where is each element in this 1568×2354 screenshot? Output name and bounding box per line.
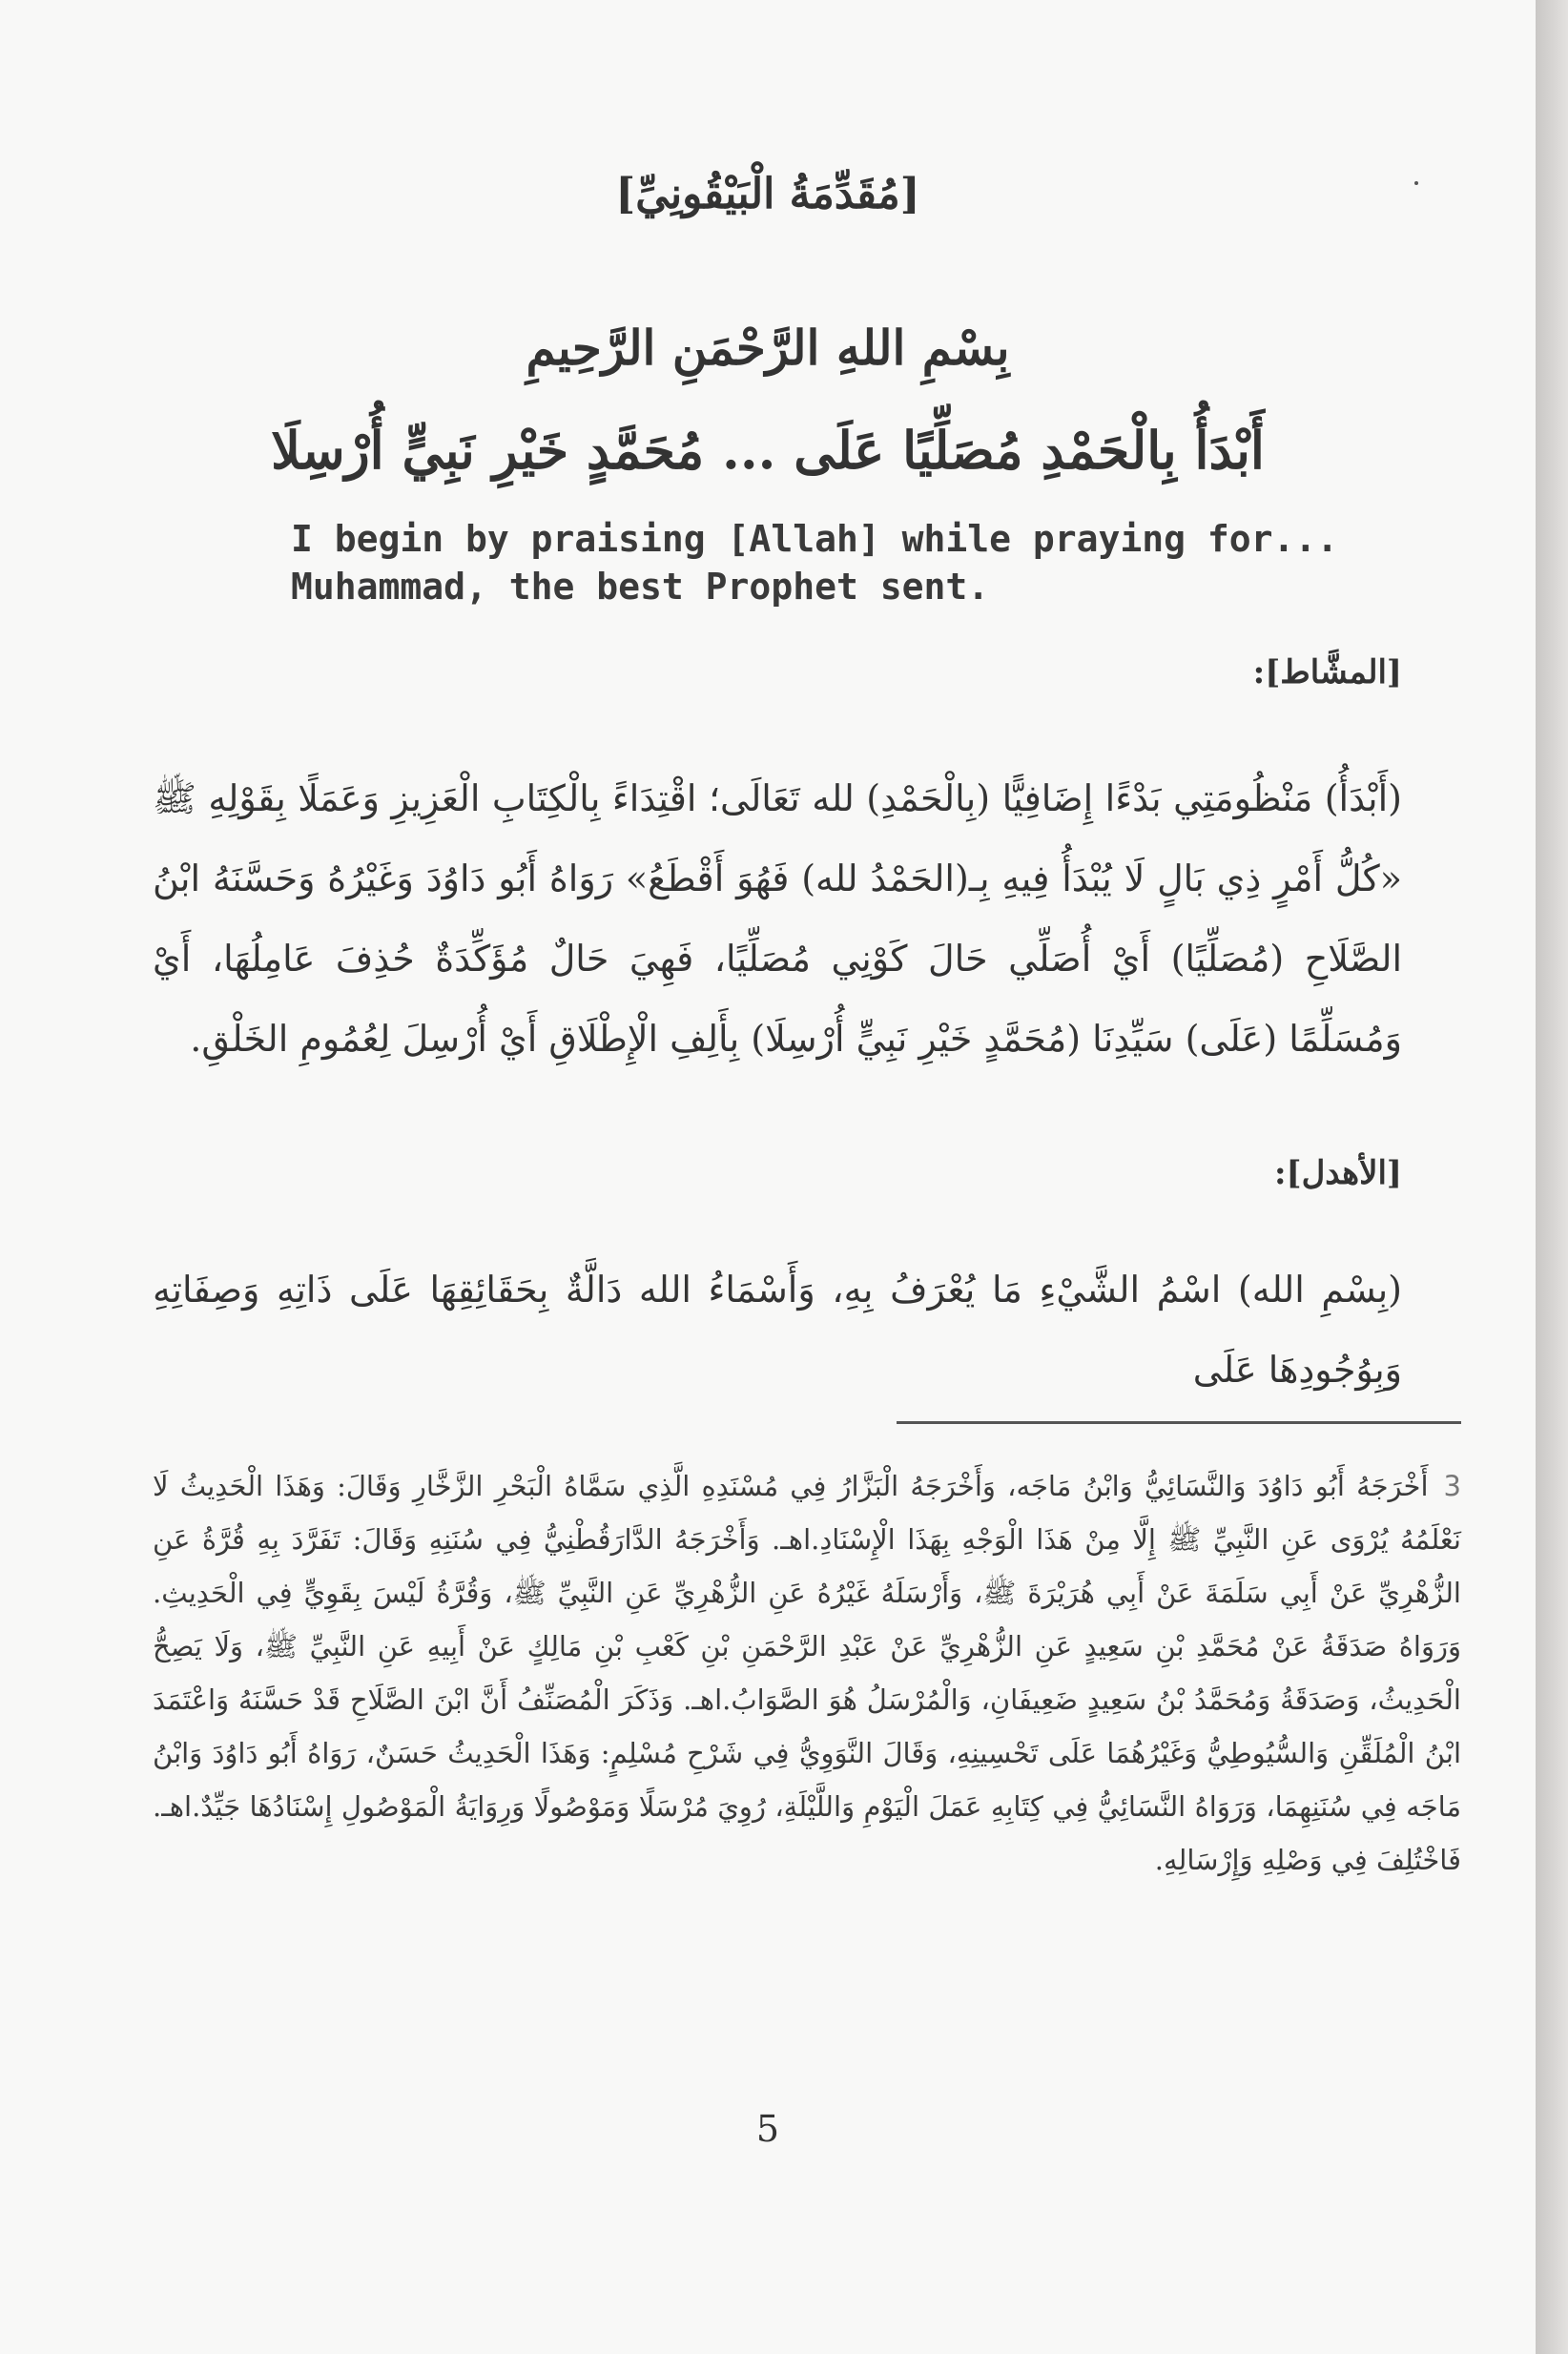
commentary-text-mashat: (أَبْدَأُ) مَنْظُومَتِي بَدْءًا إِضَافِيًّا (بِالْحَمْدِ) لله تَعَالَى؛ اقْتِدَاءً بِالْكِتَابِ الْعَزِيزِ وَعَمَلًا بِقَوْلِهِ ﷺ «كُلُّ أَمْرٍ ذِي بَالٍ لَا يُبْدَأُ فِيهِ بِـ(الحَمْدُ لله) فَهُوَ أَقْطَعُ» رَوَاهُ أَبُو دَاوُدَ وَغَيْرُهُ وَحَسَّنَهُ ابْنُ الصَّلَاحِ (مُصَلِّيًا) أَيْ أُصَلِّي حَالَ كَوْنِي مُصَلِّيًا، فَهِيَ حَالٌ مُؤَكِّدَةٌ حُذِفَ عَامِلُهَا، أَيْ وَمُسَلِّمًا (عَلَى) سَيِّدِنَا (مُحَمَّدٍ خَيْرِ نَبِيٍّ أُرْسِلَا) بِأَلِفِ الْإِطْلَاقِ أَيْ أُرْسِلَ لِعُمُومِ الخَلْقِ. (153, 777, 1402, 1060)
verse-translation (291, 515, 1339, 610)
verse-translation-line-2: Muhammad, the best Prophet sent. (291, 566, 990, 608)
commentary-heading-ahdal: [الأهدل]: (1273, 1154, 1402, 1192)
footnote-text: أَخْرَجَهُ أَبُو دَاوُدَ وَالنَّسَائِيُّ وَابْنُ مَاجَه، وَأَخْرَجَهُ الْبَزَّارُ فِي مُسْنَدِهِ الَّذِي سَمَّاهُ الْبَحْرِ الزَّخَّارِ وَقَالَ: وَهَذَا الْحَدِيثُ لَا نَعْلَمُهُ يُرْوَى عَنِ النَّبِيِّ ﷺ إِلَّا مِنْ هَذَا الْوَجْهِ بِهَذَا الْإِسْنَادِ.اهـ. وَأَخْرَجَهُ الدَّارَقُطْنِيُّ فِي سُنَنِهِ وَقَالَ: تَفَرَّدَ بِهِ قُرَّةُ عَنِ الزُّهْرِيِّ عَنْ أَبِي سَلَمَةَ عَنْ أَبِي هُرَيْرَةَ ﷺ، وَأَرْسَلَهُ غَيْرُهُ عَنِ الزُّهْرِيِّ عَنِ النَّبِيِّ ﷺ، وَقُرَّةُ لَيْسَ بِقَوِيٍّ فِي الْحَدِيثِ. وَرَوَاهُ صَدَقَةُ عَنْ مُحَمَّدِ بْنِ سَعِيدٍ عَنِ الزُّهْرِيِّ عَنْ عَبْدِ الرَّحْمَنِ بْنِ كَعْبِ بْنِ مَالِكٍ عَنْ أَبِيهِ عَنِ النَّبِيِّ ﷺ، وَلَا يَصِحُّ الْحَدِيثُ، وَصَدَقَةُ وَمُحَمَّدُ بْنُ سَعِيدٍ ضَعِيفَانِ، وَالْمُرْسَلُ هُوَ الصَّوَابُ.اهـ. وَذَكَرَ الْمُصَنِّفُ أَنَّ ابْنَ الصَّلَاحِ قَدْ حَسَّنَهُ وَاعْتَمَدَ ابْنُ الْمُلَقِّنِ وَالسُّيُوطِيُّ وَغَيْرُهُمَا عَلَى تَحْسِينِهِ، وَقَالَ النَّوَوِيُّ فِي شَرْحِ مُسْلِمٍ: وَهَذَا الْحَدِيثُ حَسَنٌ، رَوَاهُ أَبُو دَاوُدَ وَابْنُ مَاجَه فِي سُنَنِهِمَا، وَرَوَاهُ النَّسَائِيُّ فِي كِتَابِهِ عَمَلَ الْيَوْمِ وَاللَّيْلَةِ، رُوِيَ مُرْسَلًا وَمَوْصُولًا وَرِوَايَةُ الْمَوْصُولِ إِسْنَادُهَا جَيِّدٌ.اهـ. فَاخْتُلِفَ فِي وَصْلِهِ وَإِرْسَالِهِ. (153, 1470, 1461, 1876)
footnote (153, 1459, 1461, 1887)
commentary-text-ahdal: (بِسْمِ الله) اسْمُ الشَّيْءِ مَا يُعْرَفُ بِهِ، وَأَسْمَاءُ الله دَالَّةٌ بِحَقَائِقِهَا عَلَى ذَاتِهِ وَصِفَاتِهِ وَبِوُجُودِهَا عَلَى (153, 1269, 1402, 1391)
verse-translation-line-1: I begin by praising [Allah] while praying for... (291, 518, 1339, 560)
commentary-heading-mashat: [المشَّاط]: (1252, 653, 1402, 692)
footnote-number: 3 (1443, 1470, 1461, 1502)
section-title: [مُقَدِّمَةُ الْبَيْقُونِيِّ] (615, 170, 920, 218)
basmala: بِسْمِ اللهِ الرَّحْمَنِ الرَّحِيمِ (526, 320, 1010, 376)
verse-arabic: أَبْدَأُ بِالْحَمْدِ مُصَلِّيًا عَلَى ... مُحَمَّدٍ خَيْرِ نَبِيٍّ أُرْسِلَا (271, 420, 1265, 481)
footnote-divider (897, 1421, 1461, 1424)
page-edge (1536, 0, 1568, 2354)
page-number: 5 (755, 2108, 780, 2150)
